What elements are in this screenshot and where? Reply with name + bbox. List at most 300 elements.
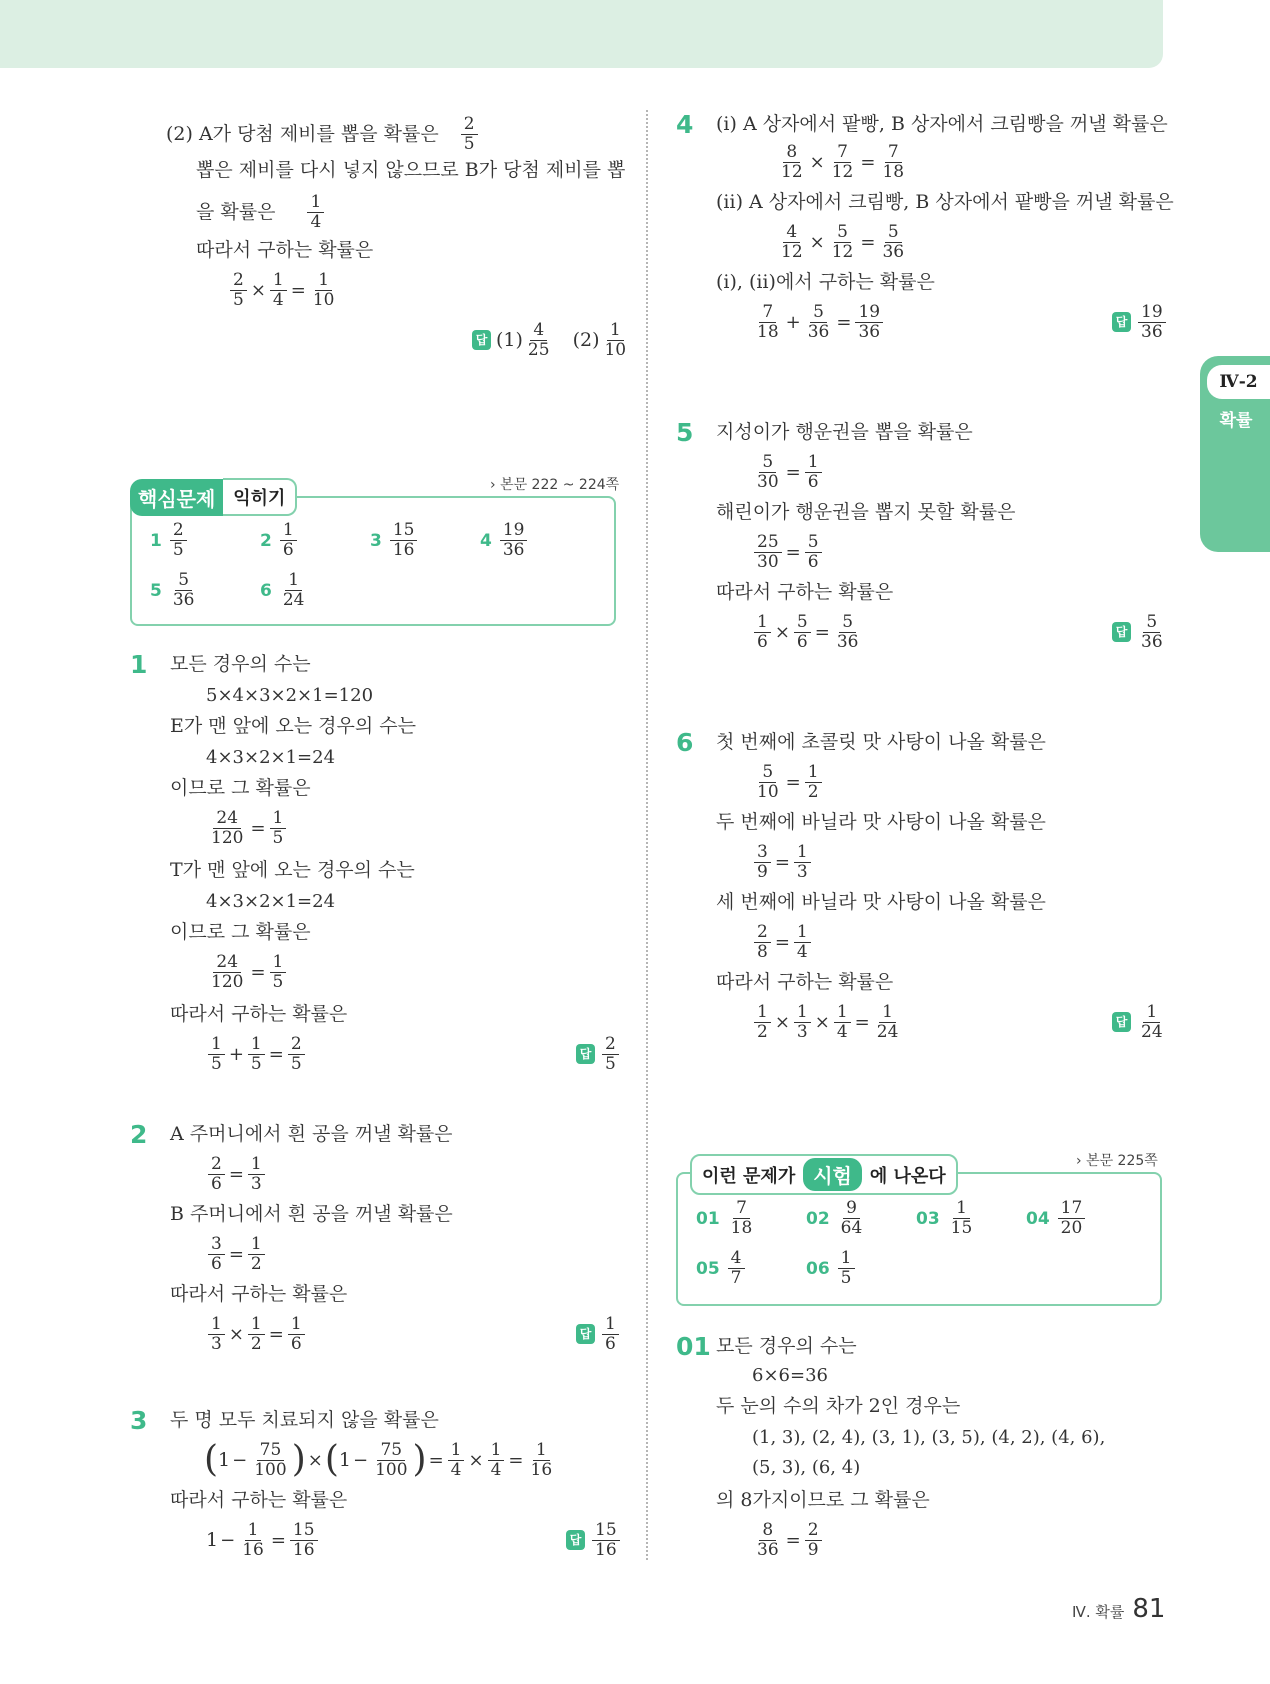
q1-answer: [576, 1032, 621, 1076]
fraction: [1058, 1200, 1086, 1237]
numerator: 75: [377, 1442, 405, 1461]
answer-item: [260, 572, 309, 609]
prev-line-3: [196, 192, 326, 232]
numerator: 5: [794, 614, 811, 633]
q2-line: A 주머니에서 흰 공을 꺼낼 확률은: [170, 1123, 453, 1145]
prev-answer: [472, 318, 631, 362]
answer-item: [1026, 1200, 1087, 1237]
denominator: 25: [527, 339, 550, 360]
fraction: [372, 1439, 410, 1480]
q01-line: (5, 3), (6, 4): [752, 1457, 861, 1478]
denominator: 16: [392, 540, 415, 560]
q2-equation: [206, 1312, 307, 1356]
q1-line: 5×4×3×2×1=120: [206, 685, 374, 706]
answer-item: [260, 522, 299, 559]
q2-equation: [206, 1232, 267, 1276]
q3-answer: [566, 1518, 622, 1562]
fraction: [230, 269, 247, 310]
fraction: [208, 807, 246, 848]
numerator: 4: [530, 322, 547, 341]
denominator: 5: [250, 1053, 262, 1074]
denominator: 36: [807, 321, 830, 342]
numerator: 1: [488, 1442, 505, 1461]
title-text: 이런 문제가: [702, 1165, 796, 1187]
ref-text: 본문 225쪽: [1086, 1153, 1158, 1169]
numerator: 1: [248, 1156, 265, 1175]
answer-part-label: (2): [572, 329, 600, 351]
fraction: [834, 611, 862, 652]
math-operator: =: [228, 1243, 244, 1265]
math-operator: ×: [307, 1449, 323, 1471]
q2-answer: [576, 1312, 621, 1356]
fraction: [829, 141, 857, 182]
q6-line: 세 번째에 바닐라 맛 사탕이 나올 확률은: [716, 891, 1046, 913]
problem-number: 5: [676, 418, 694, 447]
numerator: 3: [208, 1236, 225, 1255]
numerator: 15: [390, 522, 418, 541]
fraction: [754, 921, 771, 962]
prev-line-1: [166, 114, 480, 154]
denominator: 5: [272, 971, 284, 992]
numerator: 1: [248, 1236, 265, 1255]
numerator: 5: [885, 224, 902, 243]
numerator: 1: [288, 1316, 305, 1335]
fraction: [288, 1313, 305, 1354]
fraction: [270, 951, 287, 992]
q5-line: 따라서 구하는 확률은: [716, 581, 894, 603]
q5-equation: [752, 530, 824, 574]
answer-icon: 답: [1112, 312, 1131, 332]
page-reference: › 본문 222 ~ 224쪽: [490, 477, 620, 493]
numerator: 5: [759, 454, 776, 473]
denominator: 6: [796, 631, 808, 652]
fraction: [528, 1439, 556, 1480]
fraction: [280, 572, 308, 609]
fraction: [448, 1439, 465, 1480]
denominator: 9: [757, 861, 768, 882]
fraction: [838, 1250, 855, 1287]
denominator: 100: [375, 1459, 408, 1480]
fraction: [592, 1519, 620, 1560]
fraction: [728, 1200, 756, 1237]
denominator: 36: [502, 540, 525, 560]
q01-line: 6×6=36: [752, 1365, 828, 1386]
math-operator: ×: [809, 151, 825, 173]
title-highlight: 핵심문제: [130, 479, 223, 516]
answer-item: [480, 522, 529, 559]
item-number: 6: [260, 580, 272, 601]
q4-line: (ⅱ) A 상자에서 크림빵, B 상자에서 팥빵을 꺼낼 확률은: [716, 191, 1174, 213]
math-operator: =: [268, 1323, 284, 1345]
one: 1: [338, 1449, 351, 1471]
fraction: [805, 1519, 822, 1560]
one: 1: [218, 1449, 231, 1471]
denominator: 24: [282, 590, 305, 610]
numerator: 1: [248, 1316, 265, 1335]
chapter-code: Ⅳ-2: [1204, 362, 1270, 402]
denominator: 120: [211, 971, 244, 992]
fraction: [248, 1313, 265, 1354]
numerator: 4: [728, 1250, 745, 1269]
numerator: 2: [602, 1036, 619, 1055]
answer-item: [806, 1200, 867, 1237]
denominator: 8: [757, 941, 768, 962]
fraction: [879, 141, 907, 182]
numerator: 1: [285, 572, 302, 591]
numerator: 19: [1138, 304, 1166, 323]
denominator: 12: [831, 241, 854, 262]
fraction: [280, 522, 297, 559]
q01-line: 두 눈의 수의 차가 2인 경우는: [716, 1395, 961, 1417]
q1-line: 모든 경우의 수는: [170, 653, 311, 675]
math-operator: =: [774, 931, 790, 953]
title-text: 에 나온다: [869, 1165, 946, 1187]
numerator: 3: [754, 844, 771, 863]
page-reference: › 본문 225쪽: [1076, 1153, 1158, 1169]
denominator: 5: [172, 540, 184, 560]
q1-line: 4×3×2×1=24: [206, 747, 336, 768]
q5-answer: [1112, 610, 1168, 654]
q1-line: E가 맨 앞에 오는 경우의 수는: [170, 715, 416, 737]
denominator: 6: [282, 540, 294, 560]
answer-item: [150, 572, 199, 609]
problem-number: 1: [130, 650, 148, 679]
numerator: 2: [805, 1522, 822, 1541]
exam-problems-title: [690, 1154, 958, 1195]
denominator: 10: [757, 781, 779, 802]
denominator: 4: [272, 289, 284, 310]
numerator: 1: [754, 1004, 771, 1023]
denominator: 12: [781, 241, 803, 262]
q6-answer: [1112, 1000, 1168, 1044]
q01-equation: [752, 1518, 824, 1562]
numerator: 7: [885, 144, 902, 163]
q5-equation: [752, 450, 824, 494]
numerator: 25: [754, 534, 782, 553]
numerator: 8: [759, 1522, 776, 1541]
numerator: 1: [879, 1004, 896, 1023]
answer-item: [370, 522, 419, 559]
numerator: 1: [270, 272, 287, 291]
q5-line: 해린이가 행운권을 뽑지 못할 확률은: [716, 501, 1016, 523]
chapter-label: 확률: [1219, 411, 1253, 431]
fraction: [805, 301, 833, 342]
denominator: 100: [254, 1459, 287, 1480]
problem-number: 2: [130, 1120, 148, 1149]
denominator: 4: [490, 1459, 502, 1480]
item-number: 05: [696, 1258, 720, 1279]
math-operator: (: [204, 1439, 219, 1480]
denominator: 2: [250, 1333, 262, 1354]
fraction: [288, 1033, 305, 1074]
denominator: 16: [530, 1459, 553, 1480]
denominator: 12: [781, 161, 803, 182]
numerator: 9: [843, 1200, 860, 1219]
math-operator: ×: [814, 1011, 830, 1033]
fraction: [251, 1439, 289, 1480]
fraction: [754, 761, 782, 802]
q01-line: 의 8가지이므로 그 확률은: [716, 1489, 930, 1511]
q4-equation: [752, 300, 885, 344]
denominator: 16: [242, 1539, 264, 1560]
denominator: 36: [1141, 321, 1163, 342]
fraction: [1138, 611, 1166, 652]
q6-line: 따라서 구하는 확률은: [716, 971, 894, 993]
title-text: 익히기: [223, 478, 297, 516]
math-operator: =: [270, 1529, 286, 1551]
denominator: 3: [796, 861, 808, 882]
fraction: [208, 951, 246, 992]
numerator: 1: [953, 1200, 970, 1219]
fraction: [310, 269, 338, 310]
item-number: 06: [806, 1258, 830, 1279]
numerator: 1: [805, 764, 822, 783]
fraction: [754, 451, 782, 492]
numerator: 1: [208, 1316, 225, 1335]
numerator: 15: [290, 1522, 318, 1541]
math-operator: =: [250, 961, 266, 983]
denominator: 36: [757, 1539, 779, 1560]
denominator: 5: [840, 1268, 852, 1288]
denominator: 7: [730, 1268, 742, 1288]
q1-line: 따라서 구하는 확률은: [170, 1003, 348, 1025]
denominator: 64: [840, 1218, 863, 1238]
denominator: 6: [211, 1173, 222, 1194]
numerator: 24: [213, 810, 241, 829]
fraction: [778, 221, 806, 262]
q6-line: 두 번째에 바닐라 맛 사탕이 나올 확률은: [716, 811, 1046, 833]
item-number: 04: [1026, 1208, 1050, 1229]
denominator: 4: [796, 941, 808, 962]
fraction: [525, 319, 553, 360]
numerator: 1: [448, 1442, 465, 1461]
fraction: [879, 221, 907, 262]
q3-equation: [204, 1438, 557, 1482]
fraction: [794, 611, 811, 652]
math-operator: −: [352, 1449, 369, 1471]
item-number: 01: [696, 1208, 720, 1229]
fraction: [461, 113, 478, 154]
times-sign: ×: [250, 279, 266, 301]
numerator: 7: [834, 144, 851, 163]
math-operator: =: [836, 311, 852, 333]
fraction: [754, 1001, 771, 1042]
numerator: 1: [307, 194, 324, 213]
denominator: 5: [211, 1053, 222, 1074]
math-operator: ×: [228, 1323, 244, 1345]
fraction: [834, 1001, 851, 1042]
denominator: 24: [876, 1021, 899, 1042]
denominator: 4: [450, 1459, 462, 1480]
answer-icon: 답: [1112, 622, 1131, 642]
numerator: 19: [855, 304, 883, 323]
denominator: 120: [211, 827, 244, 848]
math-operator: =: [854, 1011, 870, 1033]
item-number: 1: [150, 530, 162, 551]
q01-line: (1, 3), (2, 4), (3, 1), (3, 5), (4, 2), (4, 6),: [752, 1427, 1106, 1448]
math-operator: =: [785, 771, 801, 793]
core-problems-title: [130, 478, 297, 516]
q4-equation: [776, 220, 909, 264]
denominator: 6: [605, 1333, 616, 1354]
math-operator: =: [860, 151, 876, 173]
answer-item: [916, 1200, 977, 1237]
fraction: [208, 1033, 225, 1074]
denominator: 2: [757, 1021, 768, 1042]
denominator: 16: [595, 1539, 617, 1560]
fraction: [601, 319, 629, 360]
denominator: 3: [250, 1173, 262, 1194]
denominator: 9: [807, 1539, 819, 1560]
math-operator: ): [412, 1439, 427, 1480]
q4-equation: [776, 140, 909, 184]
math-operator: −: [220, 1529, 236, 1551]
page-number: 81: [1132, 1594, 1166, 1624]
denominator: 6: [757, 631, 768, 652]
q4-line: (ⅰ) A 상자에서 팥빵, B 상자에서 크림빵을 꺼낼 확률은: [716, 113, 1168, 135]
q1-line: 이므로 그 확률은: [170, 777, 311, 799]
denominator: 4: [836, 1021, 848, 1042]
denominator: 6: [290, 1333, 302, 1354]
math-operator: ×: [468, 1449, 484, 1471]
math-operator: −: [232, 1449, 248, 1471]
numerator: 75: [257, 1442, 285, 1461]
fraction: [208, 1313, 225, 1354]
numerator: 1: [834, 1004, 851, 1023]
denominator: 5: [233, 289, 244, 310]
fraction: [794, 921, 811, 962]
math-operator: =: [785, 1529, 801, 1551]
item-number: 4: [480, 530, 492, 551]
fraction: [754, 611, 771, 652]
answer-icon: 답: [1112, 1012, 1131, 1032]
denominator: 2: [807, 781, 819, 802]
q4-answer: [1112, 300, 1168, 344]
numerator: 7: [733, 1200, 750, 1219]
fraction: [602, 1313, 619, 1354]
math-operator: =: [268, 1043, 284, 1065]
numerator: 15: [592, 1522, 620, 1541]
math-operator: =: [785, 461, 801, 483]
fraction: [239, 1519, 267, 1560]
numerator: 1: [754, 614, 771, 633]
math-operator: ): [291, 1439, 306, 1480]
numerator: 1: [208, 1036, 225, 1055]
q6-equation: [752, 840, 813, 884]
ref-text: 본문 222 ~ 224쪽: [500, 477, 620, 493]
denominator: 5: [463, 133, 475, 154]
fraction: [270, 807, 287, 848]
numerator: 1: [248, 1036, 265, 1055]
denominator: 36: [1141, 631, 1163, 652]
numerator: 2: [754, 924, 771, 943]
column-divider: [646, 110, 648, 1560]
numerator: 5: [805, 534, 822, 553]
fraction: [290, 1519, 318, 1560]
fraction: [794, 841, 811, 882]
q6-equation: [752, 760, 824, 804]
answer-item: [806, 1250, 857, 1287]
fraction: [208, 1233, 225, 1274]
fraction: [1138, 1001, 1166, 1042]
fraction: [170, 572, 198, 609]
numerator: 1: [280, 522, 297, 541]
q1-equation: [206, 1032, 307, 1076]
numerator: 5: [759, 764, 776, 783]
answer-icon: 답: [576, 1324, 595, 1344]
problem-number: 3: [130, 1406, 148, 1435]
fraction: [778, 141, 806, 182]
fraction: [805, 761, 822, 802]
q6-line: 첫 번째에 초콜릿 맛 사탕이 나올 확률은: [716, 731, 1046, 753]
denominator: 5: [290, 1053, 302, 1074]
numerator: 5: [810, 304, 827, 323]
one: 1: [206, 1529, 219, 1551]
header-band: [0, 0, 1163, 68]
math-operator: =: [860, 231, 876, 253]
numerator: 1: [270, 810, 287, 829]
q2-equation: [206, 1152, 267, 1196]
denominator: 15: [950, 1218, 973, 1238]
numerator: 2: [170, 522, 187, 541]
numerator: 17: [1058, 1200, 1086, 1219]
numerator: 1: [794, 1004, 811, 1023]
q2-line: 따라서 구하는 확률은: [170, 1283, 348, 1305]
numerator: 1: [270, 954, 287, 973]
denominator: 3: [211, 1333, 222, 1354]
prev-line-2: 뽑은 제비를 다시 넣지 않으므로 B가 당첨 제비를 뽑: [196, 159, 626, 181]
fraction: [948, 1200, 976, 1237]
math-operator: +: [785, 311, 801, 333]
denominator: 18: [882, 161, 905, 182]
denominator: 18: [730, 1218, 753, 1238]
fraction: [208, 1153, 225, 1194]
numerator: 1: [533, 1442, 550, 1461]
denominator: 30: [757, 551, 779, 572]
math-operator: =: [508, 1449, 524, 1471]
denominator: 2: [250, 1253, 262, 1274]
item-number: 03: [916, 1208, 940, 1229]
denominator: 20: [1060, 1218, 1083, 1238]
fraction: [248, 1153, 265, 1194]
q3-equation: [206, 1518, 320, 1562]
problem-number: 6: [676, 728, 694, 757]
fraction: [170, 522, 187, 559]
fraction: [1138, 301, 1166, 342]
page-footer: [1072, 1594, 1165, 1624]
denominator: 6: [807, 551, 819, 572]
fraction: [805, 531, 822, 572]
answer-item: [696, 1250, 747, 1287]
footer-chapter: Ⅳ. 확률: [1072, 1603, 1125, 1621]
answer-icon: 답: [566, 1530, 585, 1550]
q1-line: 이므로 그 확률은: [170, 921, 311, 943]
denominator: 18: [757, 321, 779, 342]
denominator: 16: [292, 1539, 315, 1560]
math-operator: (: [324, 1439, 339, 1480]
numerator: 4: [783, 224, 800, 243]
numerator: 1: [838, 1250, 855, 1269]
q1-equation: [206, 806, 288, 850]
q4-line: (ⅰ), (ⅱ)에서 구하는 확률은: [716, 271, 935, 293]
numerator: 1: [315, 272, 332, 291]
item-number: 5: [150, 580, 162, 601]
math-operator: ×: [774, 621, 790, 643]
numerator: 2: [461, 116, 478, 135]
math-operator: =: [785, 541, 801, 563]
denominator: 4: [310, 211, 322, 232]
numerator: 19: [500, 522, 528, 541]
